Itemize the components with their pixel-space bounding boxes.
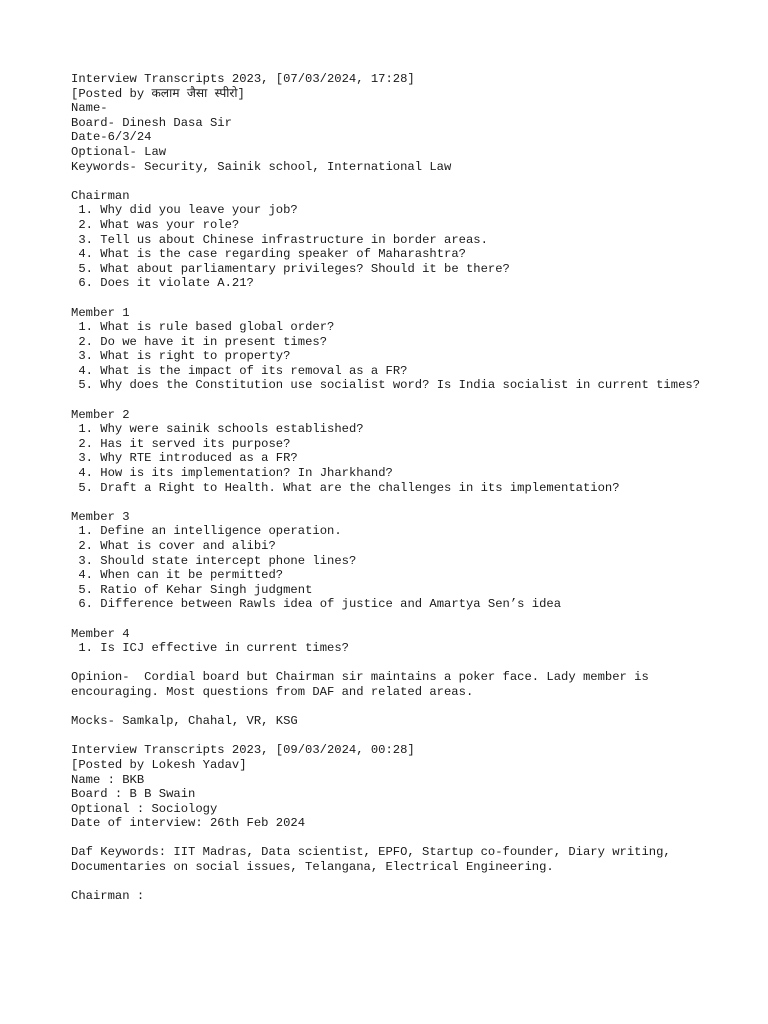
question-item: 2. Do we have it in present times? [71,334,328,349]
spacer [71,831,731,846]
question-item: 4. When can it be permitted? [71,568,284,583]
question-item: 6. Difference between Rawls idea of justice and Amartya Sen’s idea [71,597,562,612]
keywords: Keywords- Security, Sainik school, International Law [71,159,452,174]
daf-keywords: Daf Keywords: IIT Madras, Data scientist, EPFO, Startup co-founder, Diary writing, [71,845,671,860]
question-item: 1. Why did you leave your job? [71,203,298,218]
spacer [71,291,731,306]
spacer [71,174,731,189]
spacer [71,612,731,627]
question-item: 1. Define an intelligence operation. [71,524,342,539]
question-item: 5. Why does the Constitution use socialist word? Is India socialist in current times? [71,378,701,393]
question-item: 3. Why RTE introduced as a FR? [71,451,298,466]
board-name: Board : B B Swain [71,787,196,802]
section-title-chairman: Chairman : [71,889,145,904]
document-page [71,72,731,904]
question-item: 2. What is cover and alibi? [71,539,276,553]
spacer [71,729,731,744]
question-item: 3. What is right to property? [71,349,291,364]
question-item: 2. What was your role? [71,217,240,232]
board-name: Board- Dinesh Dasa Sir [71,115,232,130]
question-item: 1. Why were sainik schools established? [71,422,364,437]
question-item: 1. What is rule based global order? [71,320,335,335]
section-title-chairman: Chairman [71,188,130,203]
question-item: 3. Tell us about Chinese infrastructure in border areas. [71,232,488,247]
interview-date: Date-6/3/24 [71,130,152,145]
question-item: 5. Ratio of Kehar Singh judgment [71,582,313,597]
spacer [71,700,731,715]
opinion-text-continued: encouraging. Most questions from DAF and related areas. [71,684,474,699]
spacer [71,875,731,890]
question-item: 4. How is its implementation? In Jharkhand? [71,466,393,481]
interview-date: Date of interview: 26th Feb 2024 [71,816,306,831]
spacer [71,495,731,510]
optional-subject: Optional- Law [71,144,167,159]
optional-subject: Optional : Sociology [71,801,218,816]
question-item: 1. Is ICJ effective in current times? [71,641,349,656]
question-item: 4. What is the impact of its removal as a FR? [71,363,408,378]
section-title-member-2: Member 2 [71,407,130,422]
opinion-text: Opinion- Cordial board but Chairman sir maintains a poker face. Lady member is [71,670,649,685]
spacer [71,656,731,671]
section-title-member-3: Member 3 [71,509,130,524]
question-item: 4. What is the case regarding speaker of Maharashtra? [71,247,466,262]
transcript-header: Interview Transcripts 2023, [07/03/2024, 17:28] [71,72,415,86]
candidate-name: Name : BKB [71,772,145,787]
spacer [71,393,731,408]
section-title-member-1: Member 1 [71,305,130,320]
section-title-member-4: Member 4 [71,626,130,641]
question-item: 5. What about parliamentary privileges? Should it be there? [71,261,510,276]
posted-by: [Posted by कलाम जैसा स्पीरो] [71,86,245,101]
question-item: 5. Draft a Right to Health. What are the challenges in its implementation? [71,480,620,495]
daf-keywords-continued: Documentaries on social issues, Telangana, Electrical Engineering. [71,860,554,875]
question-item: 6. Does it violate A.21? [71,276,254,291]
mocks-text: Mocks- Samkalp, Chahal, VR, KSG [71,714,298,729]
question-item: 3. Should state intercept phone lines? [71,553,357,568]
question-item: 2. Has it served its purpose? [71,436,291,451]
transcript-header: Interview Transcripts 2023, [09/03/2024, 00:28] [71,743,415,758]
candidate-name: Name- [71,101,108,116]
posted-by: [Posted by Lokesh Yadav] [71,757,247,772]
